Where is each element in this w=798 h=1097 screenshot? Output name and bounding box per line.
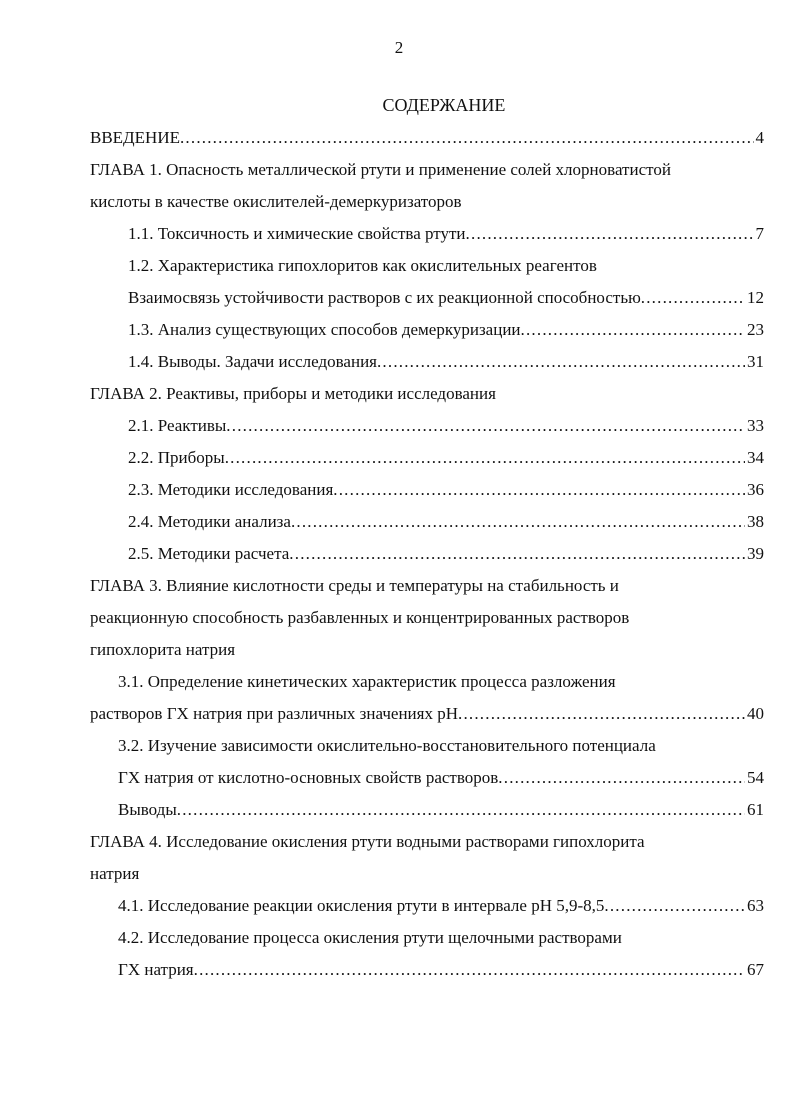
toc-entry — [90, 634, 235, 666]
toc-entry-label: 2.1. Реактивы — [128, 416, 227, 435]
dot-leader — [180, 122, 754, 154]
dot-leader — [498, 762, 745, 794]
toc-entry-label: ГЛАВА 2. Реактивы, приборы и методики исследования — [90, 384, 496, 403]
toc-entry — [128, 442, 764, 474]
toc-entry-page: 12 — [747, 288, 764, 307]
toc-entry-page: 23 — [747, 320, 764, 339]
toc-entry — [90, 154, 671, 186]
page-number: 2 — [394, 38, 404, 57]
toc-entry-label: 4.2. Исследование процесса окисления ртути щелочными растворами — [118, 928, 622, 947]
toc-entry — [90, 186, 462, 218]
toc-entry — [118, 730, 656, 762]
dot-leader — [289, 538, 745, 570]
dot-leader — [604, 890, 745, 922]
toc-entry-page: 39 — [747, 544, 764, 563]
dot-leader — [333, 474, 745, 506]
toc-entry-label: реакционную способность разбавленных и концентрированных растворов — [90, 608, 630, 627]
toc-entry — [90, 826, 645, 858]
toc-entry-label: 4.1. Исследование реакции окисления ртути в интервале pH 5,9-8,5 — [118, 896, 605, 915]
toc-entry — [128, 314, 764, 346]
toc-entry-page: 38 — [747, 512, 764, 531]
toc-entry — [128, 506, 764, 538]
toc-entry-label: ГЛАВА 3. Влияние кислотности среды и температуры на стабильность и — [90, 576, 619, 595]
toc-entry-label: ГЛАВА 4. Исследование окисления ртути водными растворами гипохлорита — [90, 832, 645, 851]
toc-entry — [128, 474, 764, 506]
toc-entry-page: 54 — [747, 768, 764, 787]
toc-entry — [128, 410, 764, 442]
toc-entry-page: 34 — [747, 448, 764, 467]
toc-entry — [90, 698, 764, 730]
toc-entry — [128, 346, 764, 378]
toc-entry-label: 2.3. Методики исследования — [128, 480, 334, 499]
toc-entry — [118, 922, 622, 954]
dot-leader — [641, 282, 745, 314]
dot-leader — [466, 218, 754, 250]
toc-entry-label: 3.2. Изучение зависимости окислительно-восстановительного потенциала — [118, 736, 656, 755]
toc-entry — [90, 570, 619, 602]
toc-entry-label: 1.1. Токсичность и химические свойства ртути — [128, 224, 466, 243]
dot-leader — [194, 954, 745, 986]
toc-entry-label: 1.4. Выводы. Задачи исследования — [128, 352, 377, 371]
toc-entry-label: растворов ГХ натрия при различных значениях pH — [90, 704, 458, 723]
toc-entry-label: кислоты в качестве окислителей-демеркуризаторов — [90, 192, 462, 211]
toc-entry — [118, 666, 616, 698]
toc-entry-label: 1.3. Анализ существующих способов демеркуризации — [128, 320, 521, 339]
toc-entry — [90, 602, 629, 634]
toc-entry-label: Взаимосвязь устойчивости растворов с их реакционной способностью — [128, 288, 641, 307]
toc-entry-label: гипохлорита натрия — [90, 640, 236, 659]
toc-entry — [118, 954, 764, 986]
dot-leader — [521, 314, 745, 346]
toc-entry-label: 1.2. Характеристика гипохлоритов как окислительных реагентов — [128, 256, 597, 275]
dot-leader — [458, 698, 745, 730]
toc-entry — [128, 282, 764, 314]
toc-entry-label: 2.2. Приборы — [128, 448, 225, 467]
toc-entry-label: ГХ натрия — [118, 960, 194, 979]
toc-entry-page: 63 — [747, 896, 764, 915]
toc-entry-label: 3.1. Определение кинетических характеристик процесса разложения — [118, 672, 616, 691]
toc-entry-page: 33 — [747, 416, 764, 435]
toc-entry — [90, 122, 764, 154]
toc-entry — [90, 858, 139, 890]
toc-entry — [128, 250, 597, 282]
toc-entry-page: 36 — [747, 480, 764, 499]
toc-entry-label: натрия — [90, 864, 140, 883]
page-title: СОДЕРЖАНИЕ — [382, 95, 506, 115]
toc-entry-page: 40 — [747, 704, 764, 723]
toc-entry-page: 7 — [755, 224, 764, 243]
toc-entry-label: Выводы — [118, 800, 177, 819]
toc-entry-label: ГХ натрия от кислотно-основных свойств растворов — [118, 768, 499, 787]
toc-entry-label: 2.5. Методики расчета — [128, 544, 290, 563]
toc-entry-page: 61 — [747, 800, 764, 819]
toc-entry-page: 4 — [755, 128, 764, 147]
toc-entry — [118, 890, 764, 922]
dot-leader — [226, 410, 745, 442]
toc-entry — [128, 538, 764, 570]
dot-leader — [291, 506, 745, 538]
toc-entry-label: ВВЕДЕНИЕ — [90, 128, 180, 147]
toc-entry — [90, 378, 496, 410]
toc-entry-page: 31 — [747, 352, 764, 371]
toc-entry — [118, 794, 764, 826]
toc-entry — [118, 762, 764, 794]
toc-entry-label: ГЛАВА 1. Опасность металлической ртути и применение солей хлорноватистой — [90, 160, 671, 179]
toc-entry-label: 2.4. Методики анализа — [128, 512, 291, 531]
dot-leader — [225, 442, 745, 474]
dot-leader — [177, 794, 745, 826]
dot-leader — [377, 346, 745, 378]
toc-entry-page: 67 — [747, 960, 764, 979]
toc-entry — [128, 218, 764, 250]
